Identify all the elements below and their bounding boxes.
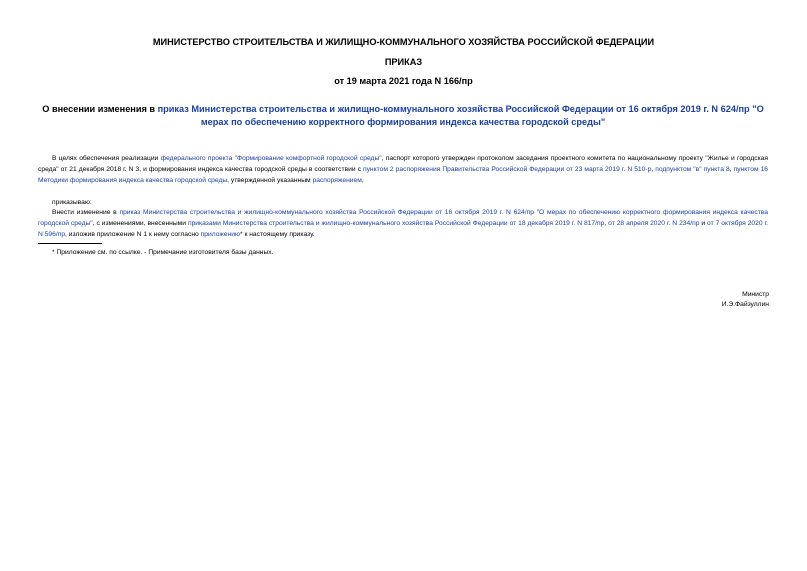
link-order-reference[interactable]: распоряжением (312, 176, 362, 184)
title-prefix: О внесении изменения в (42, 104, 158, 114)
preamble-text: , утвержденной указанным (227, 176, 313, 184)
amendment-text: , (604, 219, 609, 227)
ministry-heading: МИНИСТЕРСТВО СТРОИТЕЛЬСТВА И ЖИЛИЩНО-КОММУНАЛЬНОГО ХОЗЯЙСТВА РОССИЙСКОЙ ФЕДЕРАЦИИ (152, 37, 655, 47)
link-order-596[interactable]: от 7 октября 2020 г. N 596/пр (38, 219, 768, 238)
signature-title: Министр (742, 291, 769, 298)
paragraph-amendment (38, 208, 768, 240)
title-link-order-624[interactable]: приказ Министерства строительства и жилищно-коммунального хозяйства Российской Федерации от 16 октября 2019 г. N 624/пр "О мерах по обеспечению корректного формирования индекса качества городской среды" (157, 104, 764, 127)
paragraph-preamble (38, 154, 768, 186)
order-phrase: приказываю: (52, 199, 92, 206)
amendment-text: * к настоящему приказу. (239, 230, 315, 238)
document-title (38, 103, 768, 128)
preamble-text: , (361, 176, 364, 184)
link-order-624[interactable]: приказ Министерства строительства и жилищно-коммунального хозяйства Российской Федерации от 16 октября 2019 г. N 624/пр "О мерах по обеспечению корректного формирования индекса качества городской среды" (38, 209, 768, 227)
link-government-order-510r[interactable]: пунктом 2 распоряжения Правительства Российской Федерации от 23 марта 2019 г. N 510-р (362, 165, 652, 173)
link-appendix[interactable]: приложению (200, 230, 240, 238)
preamble-text: , паспорт которого утвержден протоколом заседания проектного комитета по национальному проекту "Жилье и городская среда" от 21 декабря 2018 г. N 3, и формирования индекса качества городской среды в соответствии с (38, 155, 768, 173)
preamble-text: , (651, 165, 656, 173)
link-item-16-methodology[interactable]: пунктом 16 Методики формирования индекса качества городской среды (38, 165, 769, 184)
amendment-text: Внести изменение в (52, 209, 120, 216)
link-federal-project[interactable]: федерального проекта "Формирование комфортной городской среды" (160, 155, 382, 162)
footnote: * Приложение см. по ссылке. - Примечание изготовителя базы данных. (52, 249, 274, 256)
link-subitem-v-item-8[interactable]: подпунктом "в" пункта 8 (655, 165, 730, 173)
amendment-text: , изложив приложение N 1 к нему согласно (65, 230, 201, 238)
preamble-text: В целях обеспечения реализации (52, 155, 161, 162)
order-heading: ПРИКАЗ (384, 57, 423, 67)
amendment-text: и (699, 219, 708, 227)
signature-name: И.Э.Файзуллин (721, 301, 769, 308)
link-order-234[interactable]: от 28 апреля 2020 г. N 234/пр (608, 219, 700, 227)
preamble-text: , (729, 165, 734, 173)
order-date: от 19 марта 2021 года N 166/пр (334, 76, 473, 86)
link-order-817[interactable]: приказами Министерства строительства и жилищно-коммунального хозяйства Российской Федерации от 18 декабря 2019 г. N 817/пр (187, 219, 605, 227)
footnote-divider (38, 243, 102, 244)
amendment-text: , с изменениями, внесенными (92, 219, 188, 227)
